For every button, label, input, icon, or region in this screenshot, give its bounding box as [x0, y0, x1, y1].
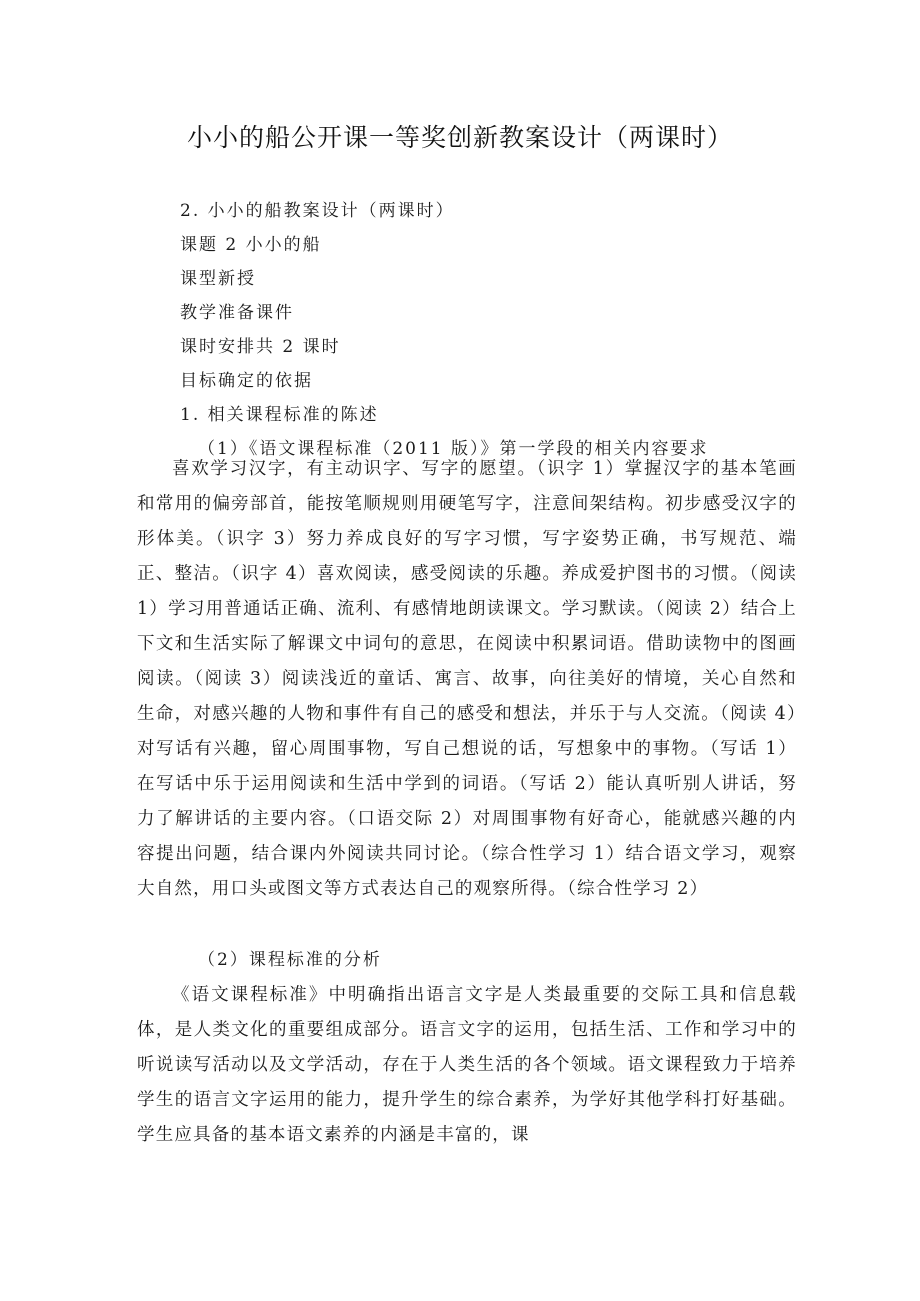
standards-analysis-heading: （2）课程标准的分析 — [198, 950, 382, 970]
document-title: 小小的船公开课一等奖创新教案设计（两课时） — [186, 123, 733, 152]
standards-statement-heading: 1. 相关课程标准的陈述 — [180, 405, 379, 425]
standards-paragraph: 喜欢学习汉字，有主动识字、写字的愿望。（识字 1）掌握汉字的基本笔画和常用的偏旁部首，能按笔顺规则用硬笔写字，注意间架结构。初步感受汉字的形体美。（识字 3）努力养成良好的写字习惯，写字姿势正确，书写规范、端正、整洁。（识字 4）喜欢阅读，感受阅读的乐趣。养成爱护图书的习惯。（阅读 1）学习用普通话正确、流利、有感情地朗读课文。学习默读。（阅读 2）结合上下文和生活实际了解课文中词句的意思，在阅读中积累词语。借助读物中的图画阅读。（阅读 3）阅读浅近的童话、寓言、故事，向往美好的情境，关心自然和生命，对感兴趣的人物和事件有自己的感受和想法，并乐于与人交流。（阅读 4）对写话有兴趣，留心周围事物，写自己想说的话，写想象中的事物。（写话 1）在写话中乐于运用阅读和生活中学到的词语。（写话 2）能认真听别人讲话，努力了解讲话的主要内容。（口语交际 2）对周围事物有好奇心，能就感兴趣的内容提出问题，结合课内外阅读共同讨论。（综合性学习 1）结合语文学习，观察大自然，用口头或图文等方式表达自己的观察所得。（综合性学习 2） — [137, 459, 797, 899]
teaching-prep-line: 教学准备课件 — [180, 303, 294, 323]
standards-requirement-heading: （1）《语文课程标准（2011 版）》第一学段的相关内容要求 — [198, 439, 709, 459]
analysis-paragraph: 《语文课程标准》中明确指出语言文字是人类最重要的交际工具和信息载体，是人类文化的重要组成部分。语言文字的运用，包括生活、工作和学习中的听说读写活动以及文学活动，存在于人类生活的各个领域。语文课程致力于培养学生的语言文字运用的能力，提升学生的综合素养，为学好其他学科打好基础。学生应具备的基本语文素养的内涵是丰富的，课 — [137, 985, 797, 1145]
objective-basis-line: 目标确定的依据 — [180, 371, 313, 391]
schedule-line: 课时安排共 2 课时 — [180, 337, 341, 357]
section-heading: 2. 小小的船教案设计（两课时） — [180, 201, 455, 221]
lesson-topic-line: 课题 2 小小的船 — [180, 235, 322, 255]
lesson-type-line: 课型新授 — [180, 269, 256, 289]
